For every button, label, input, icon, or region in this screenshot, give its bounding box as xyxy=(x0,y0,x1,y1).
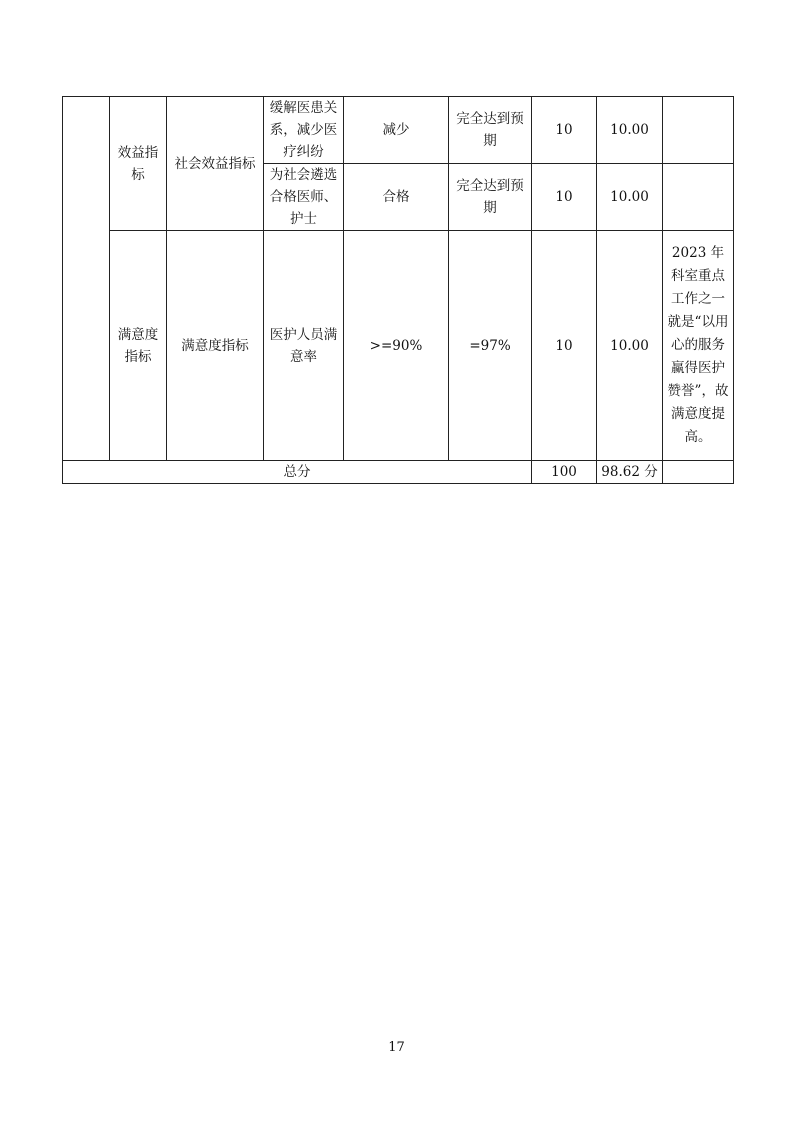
level2-cell: 满意度指标 xyxy=(167,231,264,461)
weight-cell: 10 xyxy=(532,97,597,164)
total-label: 总分 xyxy=(63,461,532,484)
blank-cell xyxy=(63,97,110,461)
remark-cell xyxy=(663,164,734,231)
actual-cell: 完全达到预期 xyxy=(449,97,532,164)
actual-cell: =97% xyxy=(449,231,532,461)
table-row xyxy=(63,231,734,461)
remark-cell: 2023 年科室重点工作之一就是“以用心的服务赢得医护赞誉”，故满意度提高。 xyxy=(663,231,734,461)
total-score: 98.62 分 xyxy=(597,461,663,484)
table-row xyxy=(63,97,734,164)
score-cell: 10.00 xyxy=(597,231,663,461)
total-weight: 100 xyxy=(532,461,597,484)
actual-cell: 完全达到预期 xyxy=(449,164,532,231)
weight-cell: 10 xyxy=(532,164,597,231)
level1-cell: 效益指标 xyxy=(110,97,167,231)
score-cell: 10.00 xyxy=(597,97,663,164)
level1-cell: 满意度指标 xyxy=(110,231,167,461)
page-number: 17 xyxy=(388,1040,405,1055)
indicator-cell: 医护人员满意率 xyxy=(264,231,344,461)
target-cell: 合格 xyxy=(344,164,449,231)
total-row xyxy=(63,461,734,484)
score-cell: 10.00 xyxy=(597,164,663,231)
indicator-cell: 缓解医患关系，减少医疗纠纷 xyxy=(264,97,344,164)
weight-cell: 10 xyxy=(532,231,597,461)
remark-cell xyxy=(663,97,734,164)
performance-table xyxy=(62,96,734,484)
target-cell: >=90% xyxy=(344,231,449,461)
indicator-cell: 为社会遴选合格医师、护士 xyxy=(264,164,344,231)
total-remark xyxy=(663,461,734,484)
level2-cell: 社会效益指标 xyxy=(167,97,264,231)
target-cell: 减少 xyxy=(344,97,449,164)
